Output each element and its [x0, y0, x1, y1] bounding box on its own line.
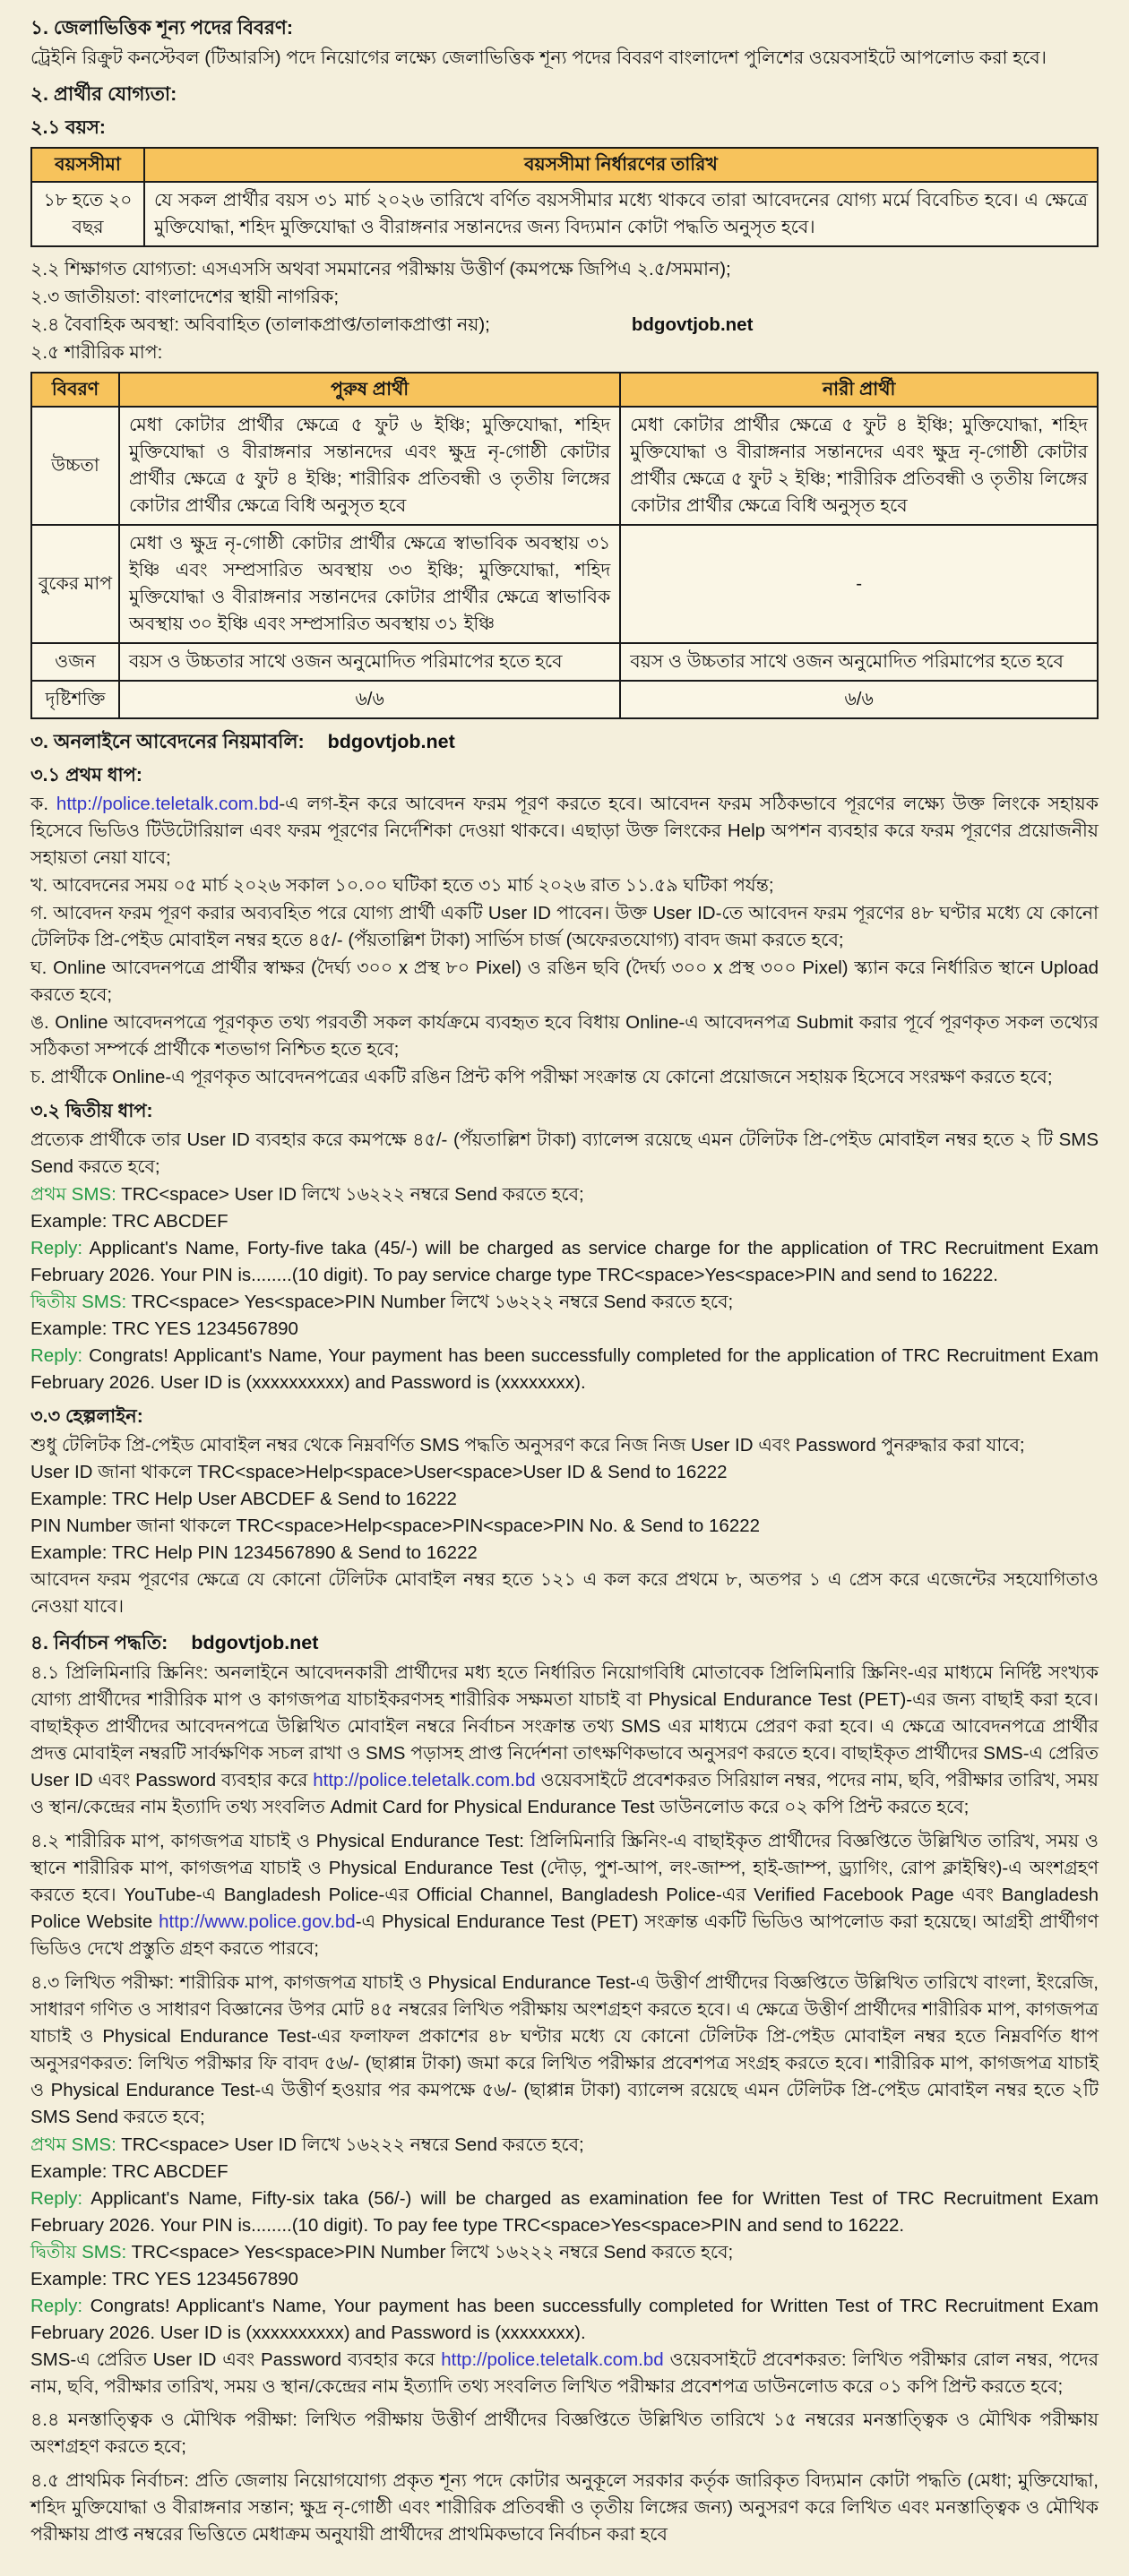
step2-reply1	[30, 1235, 1099, 1289]
reply1-text: Applicant's Name, Forty-five taka (45/-) will be charged as service charge for the application of TRC Recruitment Exam February 2026. Your PIN is........(10 digit). To pay service charge type TRC<space>Yes<space>PIN and send to 16222.	[30, 1238, 1099, 1285]
p41-pre: ৪.১ প্রিলিমিনারি স্ক্রিনিং: অনলাইনে আবেদনকারী প্রার্থীদের মধ্য হতে নির্ধারিত নিয়োগবিধি মোতাবেক প্রিলিমিনারি স্ক্রিনিং-এর মাধ্যমে নির্দিষ্ট সংখ্যক যোগ্য প্রার্থীদের শারীরিক মাপ ও কাগজপত্র যাচাইকরণসহ শারীরিক সক্ষমতা যাচাই বা Physical Endurance Test (PET)-এর জন্য বাছাই করা হবে। বাছাইকৃত প্রার্থীদের আবেদনপত্রে উল্লিখিত মোবাইল নম্বরে নির্বাচন সংক্রান্ত তথ্য SMS এর মাধ্যমে প্রেরণ করা হবে। এ ক্ষেত্রে আবেদনপত্রে প্রার্থীর প্রদত্ত মোবাইল নম্বরটি সার্বক্ষণিক সচল রাখা ও SMS পড়াসহ প্রাপ্ত নির্দেশনা তাৎক্ষণিকভাবে অনুসরণ করতে হবে। বাছাইকৃত প্রার্থীদের SMS-এ প্রেরিত User ID এবং Password ব্যবহার করে	[30, 1662, 1099, 1790]
step2-sms2	[30, 1289, 1099, 1316]
written-example2: Example: TRC YES 1234567890	[30, 2269, 298, 2289]
written-reply2-text: Congrats! Applicant's Name, Your payment has been successfully completed for Written Test of TRC Recruitment Exam February 2026. User ID is (xxxxxxxxxx) and Password is (xxxxxxxx).	[30, 2296, 1099, 2343]
second-sms-label: দ্বিতীয় SMS:	[30, 2242, 127, 2263]
physical-measurement-table	[30, 372, 1099, 719]
age-table-header-limit: বয়সসীমা	[31, 148, 144, 182]
phys-header-female: নারী প্রার্থী	[620, 373, 1098, 407]
helpline-call-note: আবেদন ফরম পূরণের ক্ষেত্রে যে কোনো টেলিটক মোবাইল নম্বর হতে ১২১ এ কল করে প্রথমে ৮, অতপর ১ এ প্রেস করে এজেন্টের সহযোগিতাও নেওয়া যাবে।	[30, 1569, 1099, 1617]
police-teletalk-link[interactable]: http://police.teletalk.com.bd	[441, 2349, 664, 2370]
section4-3-written-exam: ৪.৩ লিখিত পরীক্ষা: শারীরিক মাপ, কাগজপত্র যাচাই ও Physical Endurance Test-এ উত্তীর্ণ প্রার্থীদের বিজ্ঞপ্তিতে উল্লিখিত তারিখে বাংলা, ইংরেজি, সাধারণ গণিত ও সাধারণ বিজ্ঞানের উপর মোট ৪৫ নম্বরের লিখিত পরীক্ষায় অংশগ্রহণ করতে হবে। এ ক্ষেত্রে উত্তীর্ণ প্রার্থীদের শারীরিক মাপ, কাগজপত্র যাচাই ও Physical Endurance Test-এর ফলাফল প্রকাশের ৪৮ ঘণ্টার মধ্যে যে কোনো টেলিটক প্রি-পেইড মোবাইল নম্বর হতে নিম্নবর্ণিত ধাপ অনুসরণকরত: লিখিত পরীক্ষার ফি বাবদ ৫৬/- (ছাপ্পান্ন টাকা) জমা করে লিখিত পরীক্ষার প্রবেশপত্র সংগ্রহ করতে হবে। শারীরিক মাপ, কাগজপত্র যাচাই ও Physical Endurance Test-এ উত্তীর্ণ হওয়ার পর কমপক্ষে ৫৬/- (ছাপ্পান্ন টাকা) ব্যালেন্স রয়েছে এমন টেলিটক প্রি-পেইড মোবাইল নম্বর হতে ২টি SMS Send করতে হবে;	[30, 1972, 1099, 2127]
section2-1-age-heading: ২.১ বয়স:	[30, 117, 106, 138]
phys-weight-female: বয়স ও উচ্চতার সাথে ওজন অনুমোদিত পরিমাপের হতে হবে	[620, 643, 1098, 681]
section4-1-preliminary-screening	[30, 1660, 1099, 1821]
police-teletalk-link[interactable]: http://police.teletalk.com.bd	[56, 794, 280, 814]
phys-vision-label: দৃষ্টিশক্তি	[31, 681, 119, 718]
age-table-header-row	[31, 148, 1098, 182]
helpline-userid-example: Example: TRC Help User ABCDEF & Send to 16222	[30, 1489, 457, 1509]
step1-item-e: ঙ. Online আবেদনপত্রে পূরণকৃত তথ্য পরবর্তী সকল কার্যক্রমে ব্যবহৃত হবে বিধায় Online-এ আবেদনপত্র Submit করার পূর্বে পূরণকৃত সকল তথ্যের সঠিকতা সম্পর্কে প্রার্থীকে শতভাগ নিশ্চিত হতে হবে;	[30, 1012, 1099, 1060]
phys-header-male: পুরুষ প্রার্থী	[119, 373, 620, 407]
step2-example1: Example: TRC ABCDEF	[30, 1211, 228, 1232]
second-sms-label: দ্বিতীয় SMS:	[30, 1292, 127, 1312]
watermark-text: bdgovtjob.net	[191, 1632, 319, 1653]
section3-title-text: ৩. অনলাইনে আবেদনের নিয়মাবলি:	[30, 731, 305, 752]
section2-4-marital-status	[30, 312, 1099, 339]
phys-vision-male: ৬/৬	[119, 681, 620, 718]
reply2-text: Congrats! Applicant's Name, Your payment has been successfully completed for the application of TRC Recruitment Exam February 2026. User ID is (xxxxxxxxxx) and Password is (xxxxxxxx).	[30, 1345, 1099, 1393]
section2-5-physical-heading: ২.৫ শারীরিক মাপ:	[30, 342, 163, 363]
section2-2-education: ২.২ শিক্ষাগত যোগ্যতা: এসএসসি অথবা সমমানের পরীক্ষায় উত্তীর্ণ (কমপক্ষে জিপিএ ২.৫/সমমান);	[30, 259, 731, 279]
phys-height-male: মেধা কোটার প্রার্থীর ক্ষেত্রে ৫ ফুট ৬ ইঞ্চি; মুক্তিযোদ্ধা, শহিদ মুক্তিযোদ্ধা ও বীরাঙ্গনার সন্তানদের এবং ক্ষুদ্র নৃ-গোষ্ঠী কোটার প্রার্থীর ক্ষেত্রে ৫ ফুট ৪ ইঞ্চি; শারীরিক প্রতিবন্ধী ও তৃতীয় লিঙ্গের কোটার প্রার্থীর ক্ষেত্রে বিধি অনুসৃত হবে	[119, 407, 620, 525]
first-sms-label: প্রথম SMS:	[30, 1184, 116, 1205]
reply-label: Reply:	[30, 1345, 83, 1366]
section3-1-title: ৩.১ প্রথম ধাপ:	[30, 765, 142, 786]
phys-chest-label: বুকের মাপ	[31, 525, 119, 643]
age-table-row	[31, 182, 1098, 246]
police-teletalk-link[interactable]: http://police.teletalk.com.bd	[313, 1770, 536, 1790]
step1-item-f: চ. প্রার্থীকে Online-এ পূরণকৃত আবেদনপত্রের একটি রঙিন প্রিন্ট কপি পরীক্ষা সংক্রান্ত যে কোনো প্রয়োজনে সহায়ক হিসেবে সংরক্ষণ করতে হবে;	[30, 1067, 1053, 1087]
helpline-intro: শুধু টেলিটক প্রি-পেইড মোবাইল নম্বর থেকে নিম্নবর্ণিত SMS পদ্ধতি অনুসরণ করে নিজ নিজ User ID এবং Password পুনরুদ্ধার করা যাবে;	[30, 1435, 1025, 1455]
phys-row-weight	[31, 643, 1098, 681]
p41-post: ওয়েবসাইটে প্রবেশকরত সিরিয়াল নম্বর, পদের নাম, ছবি, পরীক্ষার তারিখ, সময় ও স্থান/কেন্দ্রের নাম ইত্যাদি তথ্য সংবলিত Admit Card for Physical Endurance Test ডাউনলোড করে ০২ কপি প্রিন্ট করতে হবে;	[30, 1770, 1099, 1817]
phys-weight-label: ওজন	[31, 643, 119, 681]
section4-5-primary-selection: ৪.৫ প্রাথমিক নির্বাচন: প্রতি জেলায় নিয়োগযোগ্য প্রকৃত শূন্য পদে কোটার অনুকূলে সরকার কর্তৃক জারিকৃত বিদ্যমান কোটা পদ্ধতি (মেধা; মুক্তিযোদ্ধা, শহিদ মুক্তিযোদ্ধা ও বীরাঙ্গনার সন্তান; ক্ষুদ্র নৃ-গোষ্ঠী এবং শারীরিক প্রতিবন্ধী ও তৃতীয় লিঙ্গের জন্য) অনুসরণ করে লিখিত এবং মনস্তাত্ত্বিক ও মৌখিক পরীক্ষায় প্রাপ্ত নম্বরের ভিত্তিতে মেধাক্রম অনুযায়ী প্রার্থীদের প্রাথমিকভাবে নির্বাচন করা হবে	[30, 2470, 1099, 2545]
item-a-prefix: ক.	[30, 794, 56, 814]
second-sms-text: TRC<space> Yes<space>PIN Number লিখে ১৬২২২ নম্বরে Send করতে হবে;	[126, 1292, 734, 1312]
p43-tail-post: ওয়েবসাইটে প্রবেশকরত: লিখিত পরীক্ষার রোল নম্বর, পদের নাম, ছবি, পরীক্ষার তারিখ, সময় ও স্থান/কেন্দ্রের নাম ইত্যাদি তথ্য সংবলিত লিখিত পরীক্ষার প্রবেশপত্র ডাউনলোড করে ০১ কপি প্রিন্ট করতে হবে;	[30, 2349, 1099, 2397]
helpline-userid-line: User ID জানা থাকলে TRC<space>Help<space>User<space>User ID & Send to 16222	[30, 1462, 728, 1482]
age-table-header-date: বয়সসীমা নির্ধারণের তারিখ	[144, 148, 1098, 182]
step1-item-a	[30, 791, 1099, 872]
section1-body: ট্রেইনি রিক্রুট কনস্টেবল (টিআরসি) পদে নিয়োগের লক্ষ্যে জেলাভিত্তিক শূন্য পদের বিবরণ বাংলাদেশ পুলিশের ওয়েবসাইটে আপলোড করা হবে।	[30, 47, 1047, 68]
age-limit-value: ১৮ হতে ২০ বছর	[31, 182, 144, 246]
section4-4-psych-viva-exam: ৪.৪ মনস্তাত্ত্বিক ও মৌখিক পরীক্ষা: লিখিত পরীক্ষায় উত্তীর্ণ প্রার্থীদের বিজ্ঞপ্তিতে উল্লিখিত তারিখে ১৫ নম্বরের মনস্তাত্ত্বিক ও মৌখিক পরীক্ষায় অংশগ্রহণ করতে হবে;	[30, 2409, 1099, 2457]
section2-title: ২. প্রার্থীর যোগ্যতা:	[30, 83, 177, 105]
step2-intro: প্রত্যেক প্রার্থীকে তার User ID ব্যবহার করে কমপক্ষে ৪৫/- (পঁয়তাল্লিশ টাকা) ব্যালেন্স রয়েছে এমন টেলিটক প্রি-পেইড মোবাইল নম্বর হতে ২ টি SMS Send করতে হবে;	[30, 1129, 1099, 1177]
p43-tail-pre: SMS-এ প্রেরিত User ID এবং Password ব্যবহার করে	[30, 2349, 442, 2370]
written-sms2-text: TRC<space> Yes<space>PIN Number লিখে ১৬২২২ নম্বরে Send করতে হবে;	[126, 2242, 734, 2263]
reply-label: Reply:	[30, 2296, 83, 2316]
phys-height-label: উচ্চতা	[31, 407, 119, 525]
step2-example2: Example: TRC YES 1234567890	[30, 1318, 298, 1339]
marital-text: ২.৪ বৈবাহিক অবস্থা: অবিবাহিত (তালাকপ্রাপ্ত/তালাকপ্রাপ্তা নয়);	[30, 314, 490, 335]
phys-chest-male: মেধা ও ক্ষুদ্র নৃ-গোষ্ঠী কোটার প্রার্থীর ক্ষেত্রে স্বাভাবিক অবস্থায় ৩১ ইঞ্চি এবং সম্প্রসারিত অবস্থায় ৩৩ ইঞ্চি; মুক্তিযোদ্ধা, শহিদ মুক্তিযোদ্ধা ও বীরাঙ্গনার সন্তানদের কোটার প্রার্থীর ক্ষেত্রে স্বাভাবিক অবস্থায় ৩০ ইঞ্চি এবং সম্প্রসারিত অবস্থায় ৩১ ইঞ্চি	[119, 525, 620, 643]
watermark-text: bdgovtjob.net	[631, 314, 754, 335]
phys-row-chest	[31, 525, 1098, 643]
step1-item-b: খ. আবেদনের সময় ০৫ মার্চ ২০২৬ সকাল ১০.০০ ঘটিকা হতে ৩১ মার্চ ২০২৬ রাত ১১.৫৯ ঘটিকা পর্যন্ত;	[30, 875, 774, 896]
reply-label: Reply:	[30, 2188, 83, 2209]
phys-height-female: মেধা কোটার প্রার্থীর ক্ষেত্রে ৫ ফুট ৪ ইঞ্চি; মুক্তিযোদ্ধা, শহিদ মুক্তিযোদ্ধা ও বীরাঙ্গনার সন্তানদের এবং ক্ষুদ্র নৃ-গোষ্ঠী কোটার প্রার্থীর ক্ষেত্রে ৫ ফুট ২ ইঞ্চি; শারীরিক প্রতিবন্ধী ও তৃতীয় লিঙ্গের কোটার প্রার্থীর ক্ষেত্রে বিধি অনুসৃত হবে	[620, 407, 1098, 525]
age-rule-text: যে সকল প্রার্থীর বয়স ৩১ মার্চ ২০২৬ তারিখে বর্ণিত বয়সসীমার মধ্যে থাকবে তারা আবেদনের যোগ্য মর্মে বিবেচিত হবে। এ ক্ষেত্রে মুক্তিযোদ্ধা, শহিদ মুক্তিযোদ্ধা ও বীরাঙ্গনার সন্তানদের জন্য বিদ্যমান কোটা পদ্ধতি অনুসৃত হবে।	[144, 182, 1098, 246]
phys-chest-female: -	[620, 525, 1098, 643]
written-reply1	[30, 2185, 1099, 2239]
section4-2-physical-endurance-test	[30, 1828, 1099, 1962]
phys-header-description: বিবরণ	[31, 373, 119, 407]
section1-title: ১. জেলাভিত্তিক শূন্য পদের বিবরণ:	[30, 17, 293, 39]
helpline-pin-line: PIN Number জানা থাকলে TRC<space>Help<space>PIN<space>PIN No. & Send to 16222	[30, 1516, 761, 1536]
watermark-text: bdgovtjob.net	[327, 731, 455, 752]
section3-2-title: ৩.২ দ্বিতীয় ধাপ:	[30, 1101, 153, 1121]
phys-weight-male: বয়স ও উচ্চতার সাথে ওজন অনুমোদিত পরিমাপের হতে হবে	[119, 643, 620, 681]
phys-row-vision	[31, 681, 1098, 718]
phys-table-header-row	[31, 373, 1098, 407]
phys-row-height	[31, 407, 1098, 525]
section3-title	[30, 728, 1099, 755]
age-limit-table	[30, 147, 1099, 247]
written-example1: Example: TRC ABCDEF	[30, 2161, 228, 2182]
written-admit-card-note	[30, 2347, 1099, 2400]
first-sms-label: প্রথম SMS:	[30, 2134, 116, 2155]
step2-sms1	[30, 1181, 1099, 1208]
written-sms2	[30, 2239, 1099, 2266]
section4-title	[30, 1629, 1099, 1656]
written-reply1-text: Applicant's Name, Fifty-six taka (56/-) will be charged as examination fee for Written Test of TRC Recruitment Exam February 2026. Your PIN is........(10 digit). To pay fee type TRC<space>Yes<space>PIN and send to 16222.	[30, 2188, 1099, 2236]
written-sms1	[30, 2132, 1099, 2159]
section4-title-text: ৪. নির্বাচন পদ্ধতি:	[30, 1632, 168, 1653]
reply-label: Reply:	[30, 1238, 83, 1258]
item-a-rest: -এ লগ-ইন করে আবেদন ফরম পূরণ করতে হবে। আবেদন ফরম সঠিকভাবে পূরণের লক্ষ্যে উক্ত লিংকে সহায়ক হিসেবে ভিডিও টিউটোরিয়াল এবং ফরম পূরণের নির্দেশিকা দেওয়া থাকবে। এছাড়া উক্ত লিংকের Help অপশন ব্যবহার করে ফরম পূরণের প্রয়োজনীয় সহায়তা নেয়া যাবে;	[30, 794, 1099, 868]
section2-3-nationality: ২.৩ জাতীয়তা: বাংলাদেশের স্থায়ী নাগরিক;	[30, 287, 340, 307]
first-sms-text: TRC<space> User ID লিখে ১৬২২২ নম্বরে Send করতে হবে;	[116, 1184, 584, 1205]
p42-pre: ৪.২ শারীরিক মাপ, কাগজপত্র যাচাই ও Physical Endurance Test: প্রিলিমিনারি স্ক্রিনিং-এ বাছাইকৃত প্রার্থীদের বিজ্ঞপ্তিতে উল্লিখিত তারিখ, সময় ও স্থানে শারীরিক মাপ, কাগজপত্র যাচাই ও Physical Endurance Test (দৌড়, পুশ-আপ, লং-জাম্প, হাই-জাম্প, ড্র্যাগিং, রোপ ক্লাইম্বিং)-এ অংশগ্রহণ করতে হবে। YouTube-এ Bangladesh Police-এর Official Channel, Bangladesh Police-এর Verified Facebook Page এবং Bangladesh Police Website	[30, 1831, 1099, 1932]
phys-vision-female: ৬/৬	[620, 681, 1098, 718]
section3-3-title: ৩.৩ হেল্পলাইন:	[30, 1406, 143, 1427]
step1-item-c: গ. আবেদন ফরম পূরণ করার অব্যবহিত পরে যোগ্য প্রার্থী একটি User ID পাবেন। উক্ত User ID-তে আবেদন ফরম পূরণের ৪৮ ঘণ্টার মধ্যে যে কোনো টেলিটক প্রি-পেইড মোবাইল নম্বর হতে ৪৫/- (পঁয়তাল্লিশ টাকা) সার্ভিস চার্জ (অফেরতযোগ্য) বাবদ জমা করতে হবে;	[30, 903, 1099, 950]
written-sms1-text: TRC<space> User ID লিখে ১৬২২২ নম্বরে Send করতে হবে;	[116, 2134, 584, 2155]
step1-item-d: ঘ. Online আবেদনপত্রে প্রার্থীর স্বাক্ষর (দৈর্ঘ্য ৩০০ x প্রস্থ ৮০ Pixel) ও রঙিন ছবি (দৈর্ঘ্য ৩০০ x প্রস্থ ৩০০ Pixel) স্ক্যান করে নির্ধারিত স্থানে Upload করতে হবে;	[30, 957, 1099, 1005]
police-website-link[interactable]: http://www.police.gov.bd	[159, 1911, 356, 1932]
step2-reply2	[30, 1343, 1099, 1396]
helpline-pin-example: Example: TRC Help PIN 1234567890 & Send to 16222	[30, 1542, 478, 1563]
p42-post: -এ Physical Endurance Test (PET) সংক্রান্ত একটি ভিডিও আপলোড করা হয়েছে। আগ্রহী প্রার্থীগণ ভিডিও দেখে প্রস্তুতি গ্রহণ করতে পারবে;	[30, 1911, 1099, 1959]
written-reply2	[30, 2293, 1099, 2347]
